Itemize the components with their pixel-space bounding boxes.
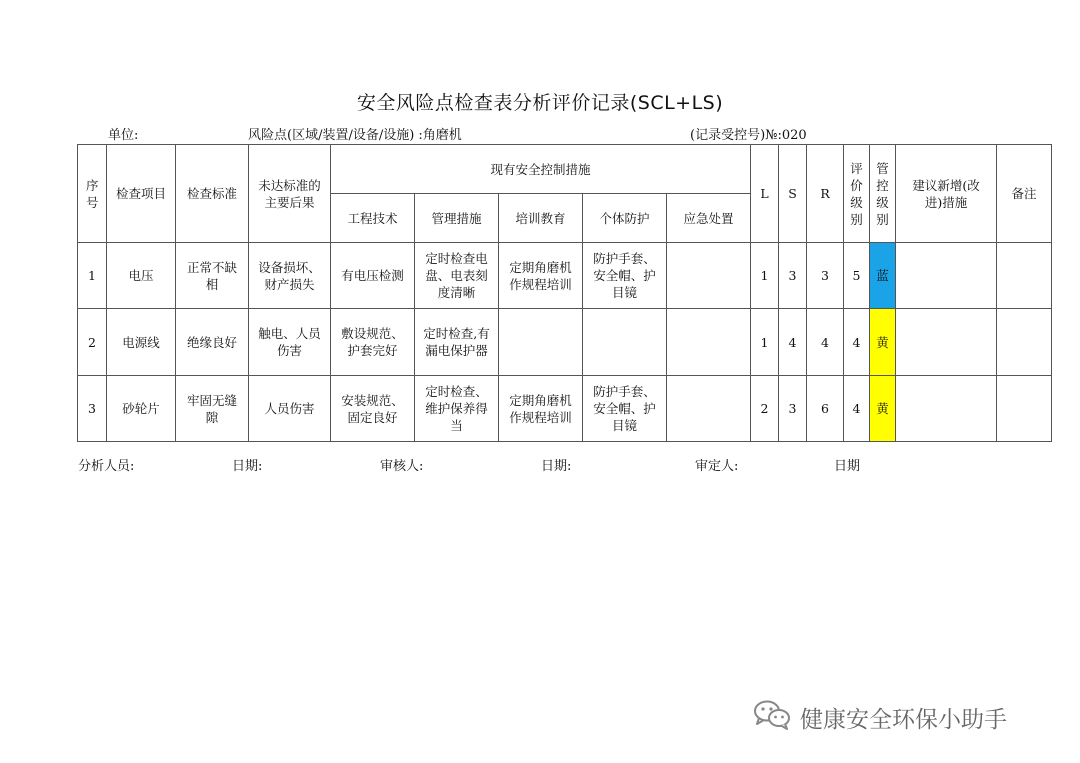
unit-label: 单位: (108, 128, 139, 143)
row-s: 3 (779, 376, 807, 442)
risk-checklist-table (77, 144, 1052, 442)
row-control-level-badge: 黄 (870, 376, 896, 442)
header-eval-level: 评价级别 (844, 145, 870, 243)
row-control-level-badge: 黄 (870, 309, 896, 376)
wechat-icon (752, 698, 800, 736)
row-s: 3 (779, 243, 807, 309)
row-control-emergency (667, 309, 751, 376)
row-control-ppe: 防护手套、安全帽、护目镜 (583, 243, 667, 309)
table-row (78, 309, 1052, 376)
row-consequence: 人员伤害 (249, 376, 331, 442)
row-standard: 绝缘良好 (176, 309, 249, 376)
row-control-training: 定期角磨机作规程培训 (499, 243, 583, 309)
header-consequence: 未达标准的主要后果 (249, 145, 331, 243)
row-standard: 牢固无缝隙 (176, 376, 249, 442)
row-item: 砂轮片 (107, 376, 176, 442)
row-r: 6 (807, 376, 844, 442)
reviewer-label: 审核人: (380, 459, 424, 474)
row-remark (997, 243, 1052, 309)
row-seq: 3 (78, 376, 107, 442)
approver-label: 审定人: (695, 459, 739, 474)
row-item: 电源线 (107, 309, 176, 376)
row-s: 4 (779, 309, 807, 376)
header-r: R (807, 145, 844, 243)
row-suggestion (896, 243, 997, 309)
row-control-training: 定期角磨机作规程培训 (499, 376, 583, 442)
header-control-management: 管理措施 (415, 194, 499, 243)
row-control-emergency (667, 376, 751, 442)
header-control-emergency: 应急处置 (667, 194, 751, 243)
row-control-level-badge: 蓝 (870, 243, 896, 309)
row-l: 1 (751, 309, 779, 376)
analyst-label: 分析人员: (78, 459, 135, 474)
row-control-engineering: 安装规范、固定良好 (331, 376, 415, 442)
row-control-management: 定时检查,有漏电保护器 (415, 309, 499, 376)
header-suggestion: 建议新增(改进)措施 (896, 145, 997, 243)
row-item: 电压 (107, 243, 176, 309)
reviewer-date-label: 日期: (541, 459, 572, 474)
row-r: 4 (807, 309, 844, 376)
watermark (752, 700, 1007, 734)
row-control-ppe (583, 309, 667, 376)
row-suggestion (896, 309, 997, 376)
row-l: 1 (751, 243, 779, 309)
header-l: L (751, 145, 779, 243)
header-control-training: 培训教育 (499, 194, 583, 243)
table-row (78, 243, 1052, 309)
header-standard: 检查标准 (176, 145, 249, 243)
table-row (78, 376, 1052, 442)
header-control-ppe: 个体防护 (583, 194, 667, 243)
risk-point-label: 风险点(区域/装置/设备/设施) :角磨机 (248, 128, 462, 143)
header-item: 检查项目 (107, 145, 176, 243)
watermark-text: 健康安全环保小助手 (800, 706, 1007, 733)
row-eval-level: 4 (844, 376, 870, 442)
page-title: 安全风险点检查表分析评价记录(SCL+LS) (356, 92, 724, 114)
header-control-engineering: 工程技术 (331, 194, 415, 243)
row-control-training (499, 309, 583, 376)
approver-date-label: 日期 (834, 459, 861, 474)
header-row-1 (78, 145, 1052, 194)
header-seq: 序号 (78, 145, 107, 243)
row-control-ppe: 防护手套、安全帽、护目镜 (583, 376, 667, 442)
header-s: S (779, 145, 807, 243)
header-control-level: 管控级别 (870, 145, 896, 243)
row-suggestion (896, 376, 997, 442)
row-consequence: 设备损坏、财产损失 (249, 243, 331, 309)
row-eval-level: 5 (844, 243, 870, 309)
row-control-engineering: 敷设规范、护套完好 (331, 309, 415, 376)
row-eval-level: 4 (844, 309, 870, 376)
header-remark: 备注 (997, 145, 1052, 243)
row-l: 2 (751, 376, 779, 442)
record-number-label: (记录受控号)№:020 (690, 128, 807, 143)
analyst-date-label: 日期: (232, 459, 263, 474)
row-control-management: 定时检查、维护保养得当 (415, 376, 499, 442)
row-seq: 2 (78, 309, 107, 376)
row-control-emergency (667, 243, 751, 309)
row-control-engineering: 有电压检测 (331, 243, 415, 309)
row-r: 3 (807, 243, 844, 309)
row-standard: 正常不缺相 (176, 243, 249, 309)
row-remark (997, 376, 1052, 442)
row-consequence: 触电、人员伤害 (249, 309, 331, 376)
header-controls-group: 现有安全控制措施 (331, 145, 751, 194)
row-control-management: 定时检查电盘、电表刻度清晰 (415, 243, 499, 309)
row-remark (997, 309, 1052, 376)
row-seq: 1 (78, 243, 107, 309)
